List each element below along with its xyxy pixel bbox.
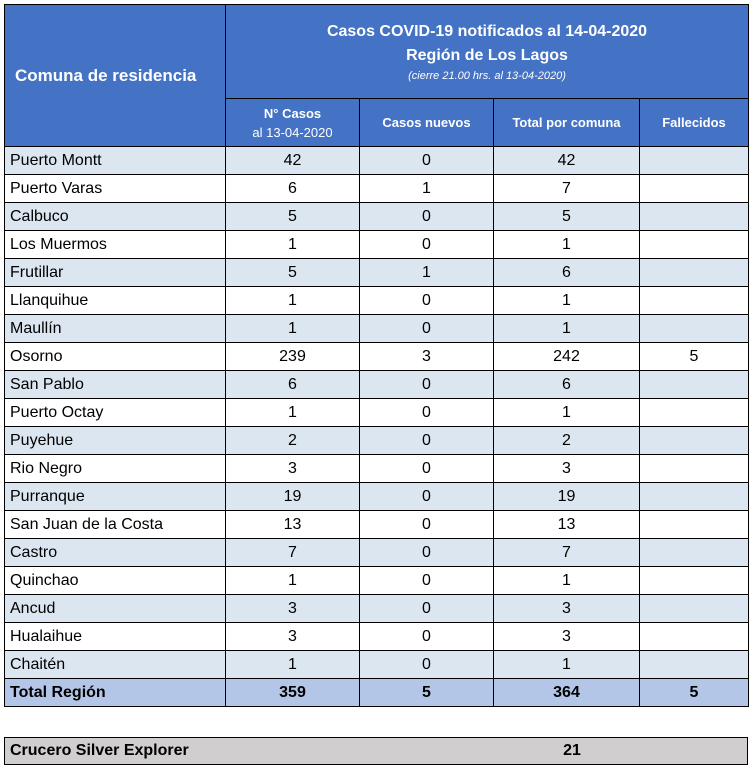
table-row [5,511,749,539]
total-cell: 3 [494,595,640,623]
title-note: (cierre 21.00 hrs. al 13-04-2020) [408,69,566,82]
nuevos-cell: 0 [360,399,494,427]
casos-header-line1: N° Casos [263,105,322,121]
total-total: 364 [494,679,640,707]
table-row [5,623,749,651]
comuna-cell: Puyehue [5,427,226,455]
table-row [5,287,749,315]
comuna-cell: San Juan de la Costa [5,511,226,539]
casos-cell: 1 [226,651,360,679]
casos-cell: 1 [226,231,360,259]
nuevos-cell: 0 [360,287,494,315]
total-cell: 2 [494,427,640,455]
fallecidos-cell [640,511,749,539]
total-cell: 6 [494,371,640,399]
casos-cell: 5 [226,259,360,287]
total-cell: 5 [494,203,640,231]
comuna-cell: Rio Negro [5,455,226,483]
title-line2: Región de Los Lagos [406,46,568,64]
fallecidos-cell: 5 [640,343,749,371]
nuevos-cell: 0 [360,371,494,399]
total-nuevos: 5 [360,679,494,707]
nuevos-cell: 0 [360,483,494,511]
nuevos-cell: 0 [360,231,494,259]
table-row [5,455,749,483]
total-cell: 1 [494,567,640,595]
fallecidos-cell [640,399,749,427]
nuevos-column-header: Casos nuevos [360,99,494,147]
total-casos: 359 [226,679,360,707]
casos-cell: 6 [226,175,360,203]
casos-cell: 1 [226,399,360,427]
total-label: Total Región [5,679,226,707]
table-body [5,147,749,679]
total-column-header: Total por comuna [494,99,640,147]
casos-cell: 19 [226,483,360,511]
nuevos-cell: 0 [360,539,494,567]
table-row [5,343,749,371]
fallecidos-cell [640,483,749,511]
comuna-cell: San Pablo [5,371,226,399]
cruise-row [4,737,748,765]
nuevos-cell: 0 [360,455,494,483]
comuna-cell: Puerto Varas [5,175,226,203]
table-row [5,651,749,679]
table-row [5,371,749,399]
total-cell: 3 [494,623,640,651]
cruise-value: 21 [563,742,581,759]
total-fallecidos: 5 [640,679,749,707]
comuna-column-header: Comuna de residencia [5,5,226,147]
fallecidos-cell [640,287,749,315]
fallecidos-column-header: Fallecidos [640,99,749,147]
fallecidos-cell [640,567,749,595]
comuna-cell: Purranque [5,483,226,511]
casos-header-line2: al 13-04-2020 [252,124,333,140]
comuna-cell: Castro [5,539,226,567]
nuevos-cell: 3 [360,343,494,371]
table-row [5,567,749,595]
casos-cell: 3 [226,455,360,483]
comuna-cell: Quinchao [5,567,226,595]
fallecidos-cell [640,623,749,651]
total-cell: 13 [494,511,640,539]
fallecidos-cell [640,651,749,679]
fallecidos-cell [640,259,749,287]
comuna-cell: Maullín [5,315,226,343]
fallecidos-cell [640,371,749,399]
nuevos-cell: 0 [360,511,494,539]
fallecidos-cell [640,231,749,259]
casos-cell: 7 [226,539,360,567]
casos-cell: 1 [226,287,360,315]
casos-cell: 2 [226,427,360,455]
covid-cases-table [4,4,749,707]
nuevos-cell: 1 [360,259,494,287]
table-row [5,315,749,343]
total-cell: 6 [494,259,640,287]
table-title [226,5,749,99]
nuevos-cell: 1 [360,175,494,203]
title-line1: Casos COVID-19 notificados al 14-04-2020 [326,22,648,40]
nuevos-cell: 0 [360,651,494,679]
cruise-label: Crucero Silver Explorer [10,742,189,759]
casos-cell: 3 [226,623,360,651]
comuna-cell: Calbuco [5,203,226,231]
total-cell: 3 [494,455,640,483]
fallecidos-cell [640,427,749,455]
nuevos-cell: 0 [360,623,494,651]
fallecidos-cell [640,595,749,623]
casos-cell: 6 [226,371,360,399]
comuna-cell: Los Muermos [5,231,226,259]
total-cell: 1 [494,315,640,343]
table-row [5,483,749,511]
comuna-cell: Puerto Montt [5,147,226,175]
fallecidos-cell [640,315,749,343]
comuna-cell: Ancud [5,595,226,623]
nuevos-cell: 0 [360,147,494,175]
casos-cell: 239 [226,343,360,371]
comuna-cell: Hualaihue [5,623,226,651]
casos-cell: 42 [226,147,360,175]
total-cell: 1 [494,399,640,427]
fallecidos-cell [640,147,749,175]
nuevos-cell: 0 [360,427,494,455]
comuna-cell: Osorno [5,343,226,371]
total-cell: 7 [494,175,640,203]
casos-column-header [226,99,360,147]
table-row [5,147,749,175]
total-cell: 1 [494,651,640,679]
total-cell: 242 [494,343,640,371]
table-row [5,175,749,203]
total-cell: 19 [494,483,640,511]
table-row [5,595,749,623]
fallecidos-cell [640,455,749,483]
total-cell: 1 [494,231,640,259]
casos-cell: 13 [226,511,360,539]
nuevos-cell: 0 [360,315,494,343]
total-cell: 1 [494,287,640,315]
total-cell: 7 [494,539,640,567]
comuna-cell: Frutillar [5,259,226,287]
fallecidos-cell [640,539,749,567]
table-row [5,231,749,259]
total-cell: 42 [494,147,640,175]
casos-cell: 3 [226,595,360,623]
fallecidos-cell [640,175,749,203]
nuevos-cell: 0 [360,203,494,231]
casos-cell: 1 [226,315,360,343]
table-row [5,259,749,287]
casos-cell: 5 [226,203,360,231]
table-row [5,203,749,231]
comuna-cell: Chaitén [5,651,226,679]
table-row [5,399,749,427]
table-row [5,539,749,567]
fallecidos-cell [640,203,749,231]
total-row [5,679,749,707]
nuevos-cell: 0 [360,595,494,623]
comuna-cell: Puerto Octay [5,399,226,427]
comuna-cell: Llanquihue [5,287,226,315]
table-row [5,427,749,455]
casos-cell: 1 [226,567,360,595]
nuevos-cell: 0 [360,567,494,595]
